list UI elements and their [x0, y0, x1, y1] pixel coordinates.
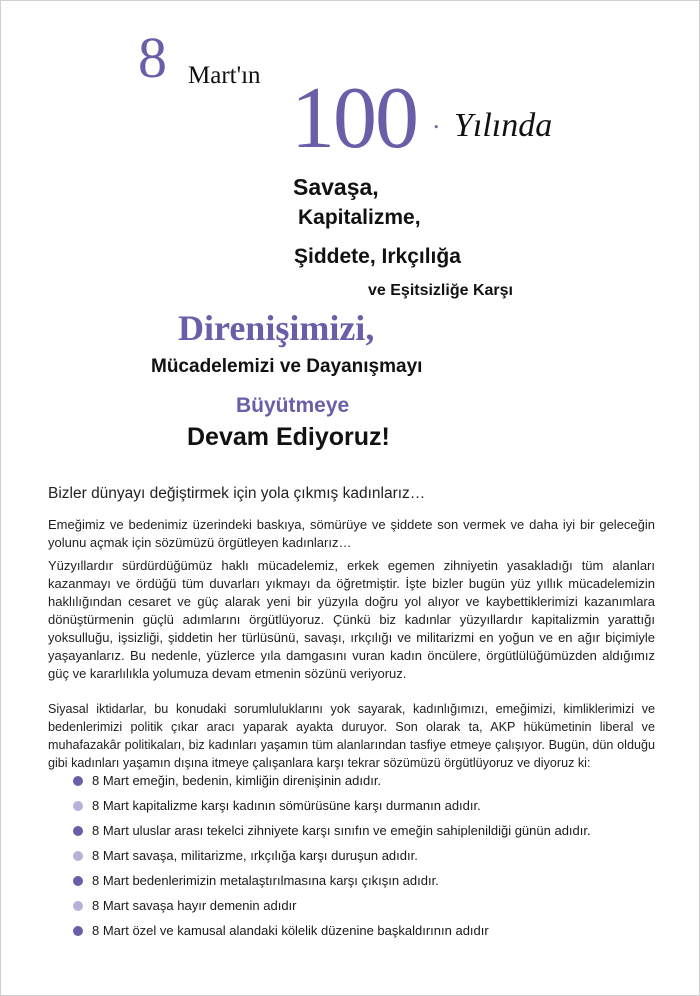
bullet-dot-icon — [73, 776, 83, 786]
bullet-dot-icon — [73, 851, 83, 861]
slogan-line-1: Savaşa, — [293, 174, 379, 200]
list-item — [73, 897, 591, 922]
title-number-8: 8 — [138, 25, 167, 90]
slogan-line-4: ve Eşitsizliğe Karşı — [368, 282, 513, 299]
slogan-line-6: Mücadelemizi ve Dayanışmayı — [151, 356, 423, 377]
list-item — [73, 922, 591, 947]
slogan-line-7: Büyütmeye — [236, 394, 350, 417]
list-item — [73, 797, 591, 822]
title-dot: . — [433, 105, 440, 134]
list-item — [73, 772, 591, 797]
list-item-text: 8 Mart özel ve kamusal alandaki kölelik düzenine başkaldırının adıdır — [92, 923, 489, 938]
list-item-text: 8 Mart uluslar arası tekelci zihniyete karşı sınıfın ve emeğin sahiplenildiği günün adıdır. — [92, 823, 591, 838]
bullet-dot-icon — [73, 801, 83, 811]
title-yilinda: Yılında — [454, 107, 553, 144]
list-item — [73, 847, 591, 872]
list-item — [73, 872, 591, 897]
paragraph-3: Siyasal iktidarlar, bu konudaki sorumluluklarını yok sayarak, kadınlığımızı, emeğimizi, kimliklerimizi ve bedenlerimizi politik çıkar aracı yaparak ayakta duruyor. Son olarak ta, AKP hükümetinin liberal ve muhafazakâr politikaları, biz kadınları yaşamın tüm alanlarından tasfiye etmeye çalışıyor. Bugün, dün olduğu gibi kadınları yaşamın dışına itmeye çalışanlara karşı tekrar sözümüzü örgütlüyoruz ve diyoruz ki: — [48, 702, 655, 770]
slogan-line-8: Devam Ediyoruz! — [187, 423, 390, 451]
paragraph-1: Emeğimiz ve bedenimiz üzerindeki baskıya, sömürüye ve şiddete son vermek ve daha iyi bir geleceğin yolunu açmak için sözümüzü örgütleyen kadınlarız… — [48, 517, 655, 550]
list-item-text: 8 Mart emeğin, bedenin, kimliğin direnişinin adıdır. — [92, 773, 382, 788]
list-item-text: 8 Mart kapitalizme karşı kadının sömürüsüne karşı durmanın adıdır. — [92, 798, 481, 813]
list-item-text: 8 Mart bedenlerimizin metalaştırılmasına karşı çıkışın adıdır. — [92, 873, 439, 888]
bullet-dot-icon — [73, 926, 83, 936]
paragraph-2: Yüzyıllardır sürdürdüğümüz haklı mücadelemiz, erkek egemen zihniyetin yasakladığı tüm alanları kazanmayı ve ördüğü tüm duvarları yıkmayı da öğretmiştir. İşte bizler bugün yüz yıllık mücadelemizin haklılığından cesaret ve güç alarak yeni bir yüzyıla doğru yol alıyor ve kaybettiklerimizi kazanımlara dönüştürmenin güçlü adımlarını örgütlüyoruz. Çünkü biz kadınlar yüzyıllardır kapitalizmin yarattığı yoksulluğu, işsizliği, şiddetin her türlüsünü, savaşı, ırkçılığı ve militarizmi en yoğun ve en ağır biçimiyle yaşayanlarız. Bu nedenle, yüzlerce yıla damgasını vuran kadın öncülere, örgütlülüğümüzden aldığımız güç ve kararlılıkla yolumuza devam etmenin sözünü veriyoruz. — [48, 558, 655, 681]
list-item — [73, 822, 591, 847]
title-mart: Mart'ın — [188, 62, 261, 89]
list-item-text: 8 Mart savaşa, militarizme, ırkçılığa karşı duruşun adıdır. — [92, 848, 418, 863]
slogan-line-2: Kapitalizme, — [298, 206, 421, 229]
intro-sentence: Bizler dünyayı değiştirmek için yola çıkmış kadınlarız… — [48, 485, 426, 502]
slogan-line-5: Direnişimizi, — [178, 308, 375, 348]
declaration-list — [73, 772, 591, 947]
bullet-dot-icon — [73, 901, 83, 911]
bullet-dot-icon — [73, 826, 83, 836]
title-number-100: 100 — [291, 70, 417, 167]
list-item-text: 8 Mart savaşa hayır demenin adıdır — [92, 898, 297, 913]
slogan-line-3: Şiddete, Irkçılığa — [294, 245, 461, 268]
bullet-dot-icon — [73, 876, 83, 886]
